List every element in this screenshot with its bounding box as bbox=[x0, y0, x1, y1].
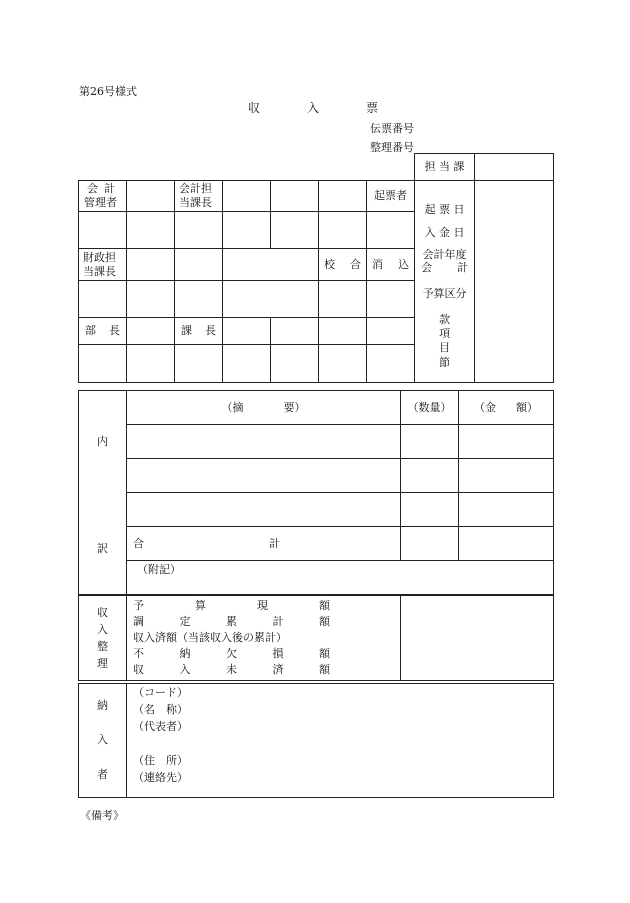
keshikomi-label: 消 込 bbox=[367, 249, 415, 281]
payer-name-label: （名 称） bbox=[133, 703, 188, 717]
kougou-label: 校 合 bbox=[319, 249, 367, 281]
bucho-label: 部 長 bbox=[79, 318, 127, 345]
received-amount-label: 収入済額（当該収入後の累計） bbox=[133, 630, 287, 644]
revenue-table bbox=[78, 595, 554, 681]
stamp-cell[interactable] bbox=[271, 181, 319, 212]
stamp-cell[interactable] bbox=[175, 345, 223, 383]
stamp-cell[interactable] bbox=[223, 249, 319, 281]
note-field[interactable] bbox=[127, 561, 554, 595]
kihyousha-label: 起票者 bbox=[367, 181, 415, 212]
stamp-cell[interactable] bbox=[319, 345, 367, 383]
stamp-cell[interactable] bbox=[271, 212, 319, 249]
stamp-cell[interactable] bbox=[175, 249, 223, 281]
stamp-cell[interactable] bbox=[367, 212, 415, 249]
title-char: 収 bbox=[248, 101, 261, 115]
amount-cell[interactable] bbox=[459, 459, 554, 493]
stamp-cell[interactable] bbox=[319, 318, 367, 345]
total-label: 合 計 bbox=[127, 527, 401, 561]
form-number: 第26号様式 bbox=[79, 85, 137, 98]
budget-current-label: 予 算 現 額 bbox=[133, 599, 330, 612]
total-amount[interactable] bbox=[459, 527, 554, 561]
nyukinbi-label: 入 金 日 bbox=[424, 225, 465, 239]
note-label: （附記） bbox=[137, 563, 181, 576]
zaisei-tantou-kacho-label: 財政担 当課長 bbox=[79, 249, 127, 281]
kan-kou-moku-setsu-label: 款 項 目 節 bbox=[439, 312, 451, 369]
kaikei-kanrisha-label: 会 計 管理者 bbox=[79, 181, 127, 212]
kihyoubi-label: 起 票 日 bbox=[424, 203, 465, 216]
tantoka-field[interactable] bbox=[475, 154, 554, 181]
payer-contact-label: （連絡先） bbox=[133, 771, 188, 785]
payer-address-label: （住 所） bbox=[133, 754, 188, 768]
date-values[interactable] bbox=[475, 181, 554, 383]
quantity-cell[interactable] bbox=[401, 459, 459, 493]
stamp-cell[interactable] bbox=[127, 249, 175, 281]
stamp-cell[interactable] bbox=[223, 318, 271, 345]
quantity-header: （数量） bbox=[401, 391, 459, 425]
uncollectible-label: 不 納 欠 損 額 bbox=[133, 646, 330, 660]
breakdown-side-bottom: 訳 bbox=[97, 541, 108, 555]
stamp-cell[interactable] bbox=[367, 318, 415, 345]
breakdown-side-top: 内 bbox=[97, 435, 108, 448]
payer-side-label: 納 入 者 bbox=[79, 684, 127, 798]
approval-table bbox=[78, 153, 554, 383]
reference-number-label: 整理番号 bbox=[370, 141, 414, 154]
title-char: 票 bbox=[365, 101, 378, 115]
breakdown-side-label bbox=[79, 391, 127, 595]
title-char: 入 bbox=[306, 101, 319, 115]
summary-header: （摘 要） bbox=[127, 391, 401, 425]
breakdown-table bbox=[78, 390, 554, 595]
form-title bbox=[248, 99, 378, 116]
quantity-cell[interactable] bbox=[401, 493, 459, 527]
stamp-cell[interactable] bbox=[367, 281, 415, 318]
payer-representative-label: （代表者） bbox=[133, 720, 188, 734]
summary-cell[interactable] bbox=[127, 459, 401, 493]
stamp-cell[interactable] bbox=[127, 212, 175, 249]
payer-code-label: （コード） bbox=[133, 686, 188, 699]
amount-header: （金 額） bbox=[459, 391, 554, 425]
stamp-cell[interactable] bbox=[79, 281, 127, 318]
revenue-labels bbox=[127, 596, 401, 681]
kaikei-tantou-kacho-label: 会計担 当課長 bbox=[175, 181, 223, 212]
stamp-cell[interactable] bbox=[175, 281, 223, 318]
amount-cell[interactable] bbox=[459, 425, 554, 459]
stamp-cell[interactable] bbox=[223, 212, 271, 249]
stamp-cell[interactable] bbox=[79, 212, 127, 249]
kaikei-kanrisha-stamp[interactable] bbox=[127, 181, 175, 212]
stamp-cell[interactable] bbox=[79, 345, 127, 383]
tantoka-label: 担 当 課 bbox=[415, 154, 475, 181]
remarks-label: 《備考》 bbox=[80, 809, 124, 822]
slip-number-label: 伝票番号 bbox=[370, 122, 414, 135]
assessment-cumulative-label: 調 定 累 計 額 bbox=[133, 614, 330, 628]
total-quantity[interactable] bbox=[401, 527, 459, 561]
revenue-side-label: 収 入 整 理 bbox=[79, 596, 127, 681]
stamp-cell[interactable] bbox=[367, 345, 415, 383]
stamp-cell[interactable] bbox=[319, 181, 367, 212]
stamp-cell[interactable] bbox=[127, 345, 175, 383]
yosan-kubun-label: 予算区分 bbox=[422, 287, 467, 300]
outstanding-label: 収 入 未 済 額 bbox=[133, 662, 330, 676]
stamp-cell[interactable] bbox=[319, 281, 367, 318]
stamp-cell[interactable] bbox=[319, 212, 367, 249]
stamp-cell[interactable] bbox=[223, 181, 271, 212]
stamp-cell[interactable] bbox=[271, 345, 319, 383]
kaikei-nendo-label: 会計年度 bbox=[422, 247, 467, 261]
payer-table bbox=[78, 683, 554, 798]
summary-cell[interactable] bbox=[127, 425, 401, 459]
date-labels: 起 票 日 入 金 日 会計年度 会 計 予算区分 款 項 目 節 bbox=[415, 181, 475, 383]
summary-cell[interactable] bbox=[127, 493, 401, 527]
revenue-values[interactable] bbox=[401, 596, 554, 681]
stamp-cell[interactable] bbox=[175, 212, 223, 249]
quantity-cell[interactable] bbox=[401, 425, 459, 459]
amount-cell[interactable] bbox=[459, 493, 554, 527]
kacho-label: 課 長 bbox=[175, 318, 223, 345]
stamp-cell[interactable] bbox=[223, 345, 271, 383]
stamp-cell[interactable] bbox=[127, 281, 175, 318]
stamp-cell[interactable] bbox=[223, 281, 319, 318]
stamp-cell[interactable] bbox=[127, 318, 175, 345]
payer-fields[interactable] bbox=[127, 684, 554, 798]
stamp-cell[interactable] bbox=[271, 318, 319, 345]
